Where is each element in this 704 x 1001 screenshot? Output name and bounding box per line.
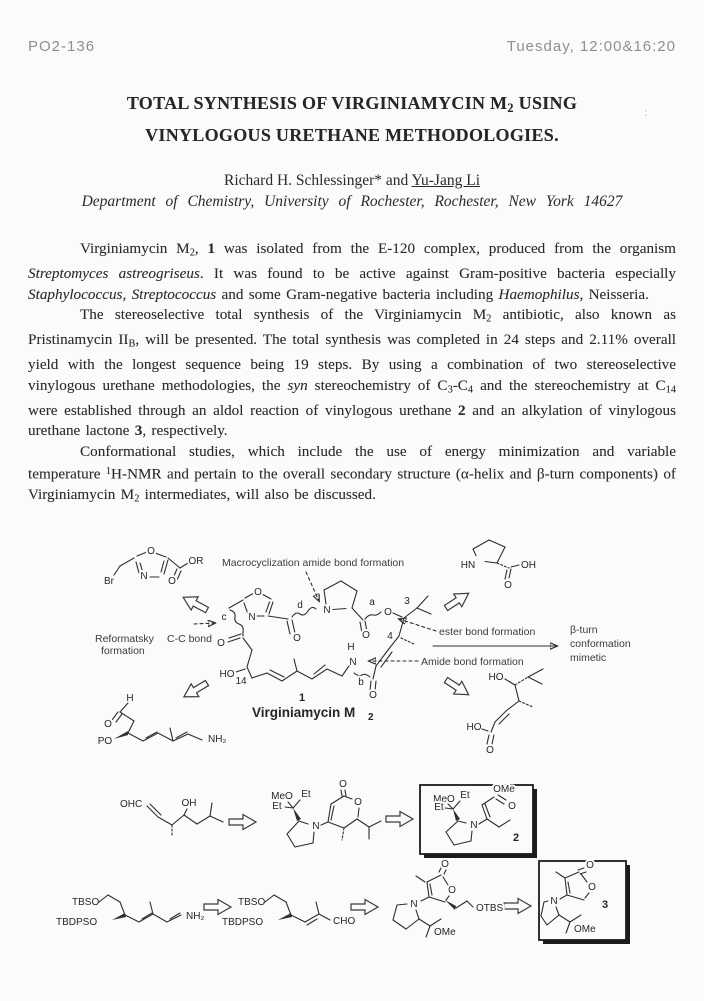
compound3-box (539, 860, 630, 944)
atom-label-tbso: TBSO (72, 897, 100, 908)
compound1-caption (252, 692, 374, 723)
bond-formation-annotations (369, 619, 631, 668)
bromo-oxazole-structure (104, 546, 204, 587)
compound2-box (420, 784, 537, 858)
abstract-body (28, 239, 676, 511)
atom-label-cho: CHO (333, 916, 356, 927)
atom-label-ome: OMe (434, 927, 456, 938)
reformatsky-annotation (95, 623, 215, 657)
compound1-name: Virginiamycin M (252, 705, 356, 720)
atom-label-nh2: NH₂ (208, 734, 227, 745)
atom-label-o: O (504, 580, 512, 591)
atom-label-o: O (441, 859, 449, 870)
silyl-diene-amine-structure (56, 895, 204, 928)
atom-label-o: O (168, 576, 176, 587)
abstract-paragraph: Conformational studies, which include the use of energy minimization and variable temperature $^1$H-NMR and pertain to the overall secondary structure (α-helix and β-turn components) of Virginiamycin M2 intermediates, will also be discussed. (28, 442, 676, 506)
atom-label-nh2: NH₂ (186, 911, 205, 922)
retro-arrow-icon (180, 591, 211, 617)
atom-label-n: N (323, 605, 331, 616)
atom-label-ohc: OHC (120, 799, 143, 810)
retro-arrow-icon (180, 677, 211, 704)
paper-title-line1: TOTAL SYNTHESIS OF VIRGINIAMYCIN M2 USING (126, 93, 578, 116)
atom-label-o: O (508, 801, 516, 812)
atom-label-o: O (293, 633, 301, 644)
atom-label-o: O (369, 690, 377, 701)
atom-label-o: O (384, 607, 392, 618)
abstract-paragraph: Virginiamycin M2, 1 was isolated from the E-120 complex, produced from the organism Streptomyces astreogriseus. It was found to be active against Gram-positive bacteria especially Staphylococcus, Streptococcus and some Gram-negative bacteria including Haemophilus, Neisseria. (28, 240, 676, 303)
virginiamycin-m2-structure (217, 581, 431, 701)
atom-label-o: O (586, 860, 594, 871)
position-label-3: 3 (404, 596, 410, 607)
atom-label-oh: OH (181, 798, 197, 809)
atom-label-oh: OH (521, 560, 536, 571)
compound3-number: 3 (601, 899, 609, 911)
compound1-number: 1 (298, 692, 306, 704)
butenolide-otbs-structure (393, 859, 504, 938)
atom-label-n: N (349, 657, 357, 668)
bond-letter-d: d (297, 600, 303, 611)
macrocyclization-annotation (222, 557, 404, 601)
atom-label-meo: MeO (271, 791, 293, 802)
beta-turn-label: β-turn (570, 624, 598, 636)
atom-label-otbs: OTBS (476, 903, 504, 914)
amide-bond-label: Amide bond formation (421, 656, 524, 668)
atom-label-o: O (104, 719, 112, 730)
atom-label-o: O (362, 630, 370, 641)
macrocyclization-label: Macrocyclization amide bond formation (222, 557, 405, 569)
atom-label-et: Et (460, 790, 470, 801)
atom-label-hn: HN (460, 560, 476, 571)
atom-label-o: O (147, 546, 155, 557)
retro-arrow-icon (229, 815, 256, 830)
aldehyde-amine-structure (98, 693, 227, 747)
affiliation: Department of Chemistry, University of Rochester, Rochester, New York 14627 (81, 193, 623, 210)
retro-arrow-icon (204, 900, 231, 915)
retro-arrow-icon (386, 812, 413, 827)
position-label-4: 4 (387, 631, 393, 642)
bond-letter-c: c (221, 612, 227, 623)
atom-label-ome: OMe (493, 784, 515, 795)
paper-title-line2: VINYLOGOUS URETHANE METHODOLOGIES. (145, 125, 559, 146)
retro-arrow-icon (442, 674, 473, 701)
atom-label-ho: HO (466, 722, 482, 733)
atom-label-n: N (248, 612, 256, 623)
vinylogous-urethane-pyranone-structure (271, 779, 381, 847)
atom-label-ho: HO (219, 669, 235, 680)
hydroxy-acid-structure (467, 669, 544, 756)
atom-label-et: Et (272, 801, 282, 812)
cc-bond-label: C-C bond (167, 633, 212, 645)
paper-title (0, 90, 704, 149)
atom-label-h: H (347, 642, 355, 653)
atom-label-o: O (217, 638, 225, 649)
silyl-enal-structure (222, 895, 355, 928)
bond-letter-a: a (369, 597, 375, 608)
atom-label-n: N (312, 821, 320, 832)
position-label-14: 14 (235, 676, 247, 687)
session-code: PO2-136 (28, 38, 96, 55)
compound2-number: 2 (512, 832, 520, 844)
atom-label-et: Et (434, 802, 444, 813)
beta-turn-label: conformation (570, 638, 631, 650)
atom-label-meo: MeO (433, 794, 455, 805)
scan-artifact: : (644, 104, 648, 119)
bond-letter-b: b (358, 677, 364, 688)
retro-arrow-icon (504, 899, 531, 914)
atom-label-n: N (410, 899, 418, 910)
atom-label-o: O (339, 779, 347, 790)
session-time: Tuesday, 12:00&16:20 (506, 38, 676, 55)
atom-label-ome: OMe (574, 924, 596, 935)
ester-bond-label: ester bond formation (439, 626, 536, 638)
beta-turn-label: mimetic (570, 652, 607, 664)
atom-label-ho: HO (488, 672, 504, 683)
retro-arrow-icon (442, 587, 473, 614)
reformatsky-label: Reformatsky (95, 633, 154, 645)
enal-alcohol-structure (120, 798, 223, 837)
abstract-paragraph: The stereoselective total synthesis of the Virginiamycin M2 antibiotic, also known as Pristinamycin IIB, will be presented. The total synthesis was completed in 24 steps and 2.11% overall yield with the longest sequence being 19 steps. By using a combination of two stereoselective vinylogous urethane methodologies, the syn stereochemistry of C3-C4 and the stereochemistry at C14 were established through an aldol reaction of vinylogous urethane 2 and an alkylation of vinylogous urethane lactone 3, respectively. (28, 306, 677, 440)
atom-label-o: O (354, 797, 362, 808)
retrosynthesis-scheme (0, 538, 704, 1001)
atom-label-tbso: TBSO (238, 897, 266, 908)
authors: Richard H. Schlessinger* and Yu-Jang Li (224, 172, 480, 189)
atom-label-n: N (470, 820, 478, 831)
atom-label-o: O (254, 587, 262, 598)
atom-label-o: O (448, 885, 456, 896)
proline-structure (461, 540, 536, 591)
atom-label-tbdpso: TBDPSO (222, 917, 264, 928)
atom-label-n: N (140, 571, 148, 582)
atom-label-po: PO (97, 736, 113, 747)
atom-label-n: N (550, 896, 558, 907)
atom-label-et: Et (301, 789, 311, 800)
atom-label-br: Br (104, 576, 114, 587)
atom-label-o: O (486, 745, 494, 756)
atom-label-o: O (588, 882, 596, 893)
retro-arrow-icon (351, 900, 378, 915)
atom-label-h: H (126, 693, 134, 704)
reformatsky-label: formation (101, 645, 145, 657)
compound1-name-sub: 2 (368, 712, 374, 723)
atom-label-tbdpso: TBDPSO (56, 917, 98, 928)
atom-label-or: OR (188, 556, 204, 567)
